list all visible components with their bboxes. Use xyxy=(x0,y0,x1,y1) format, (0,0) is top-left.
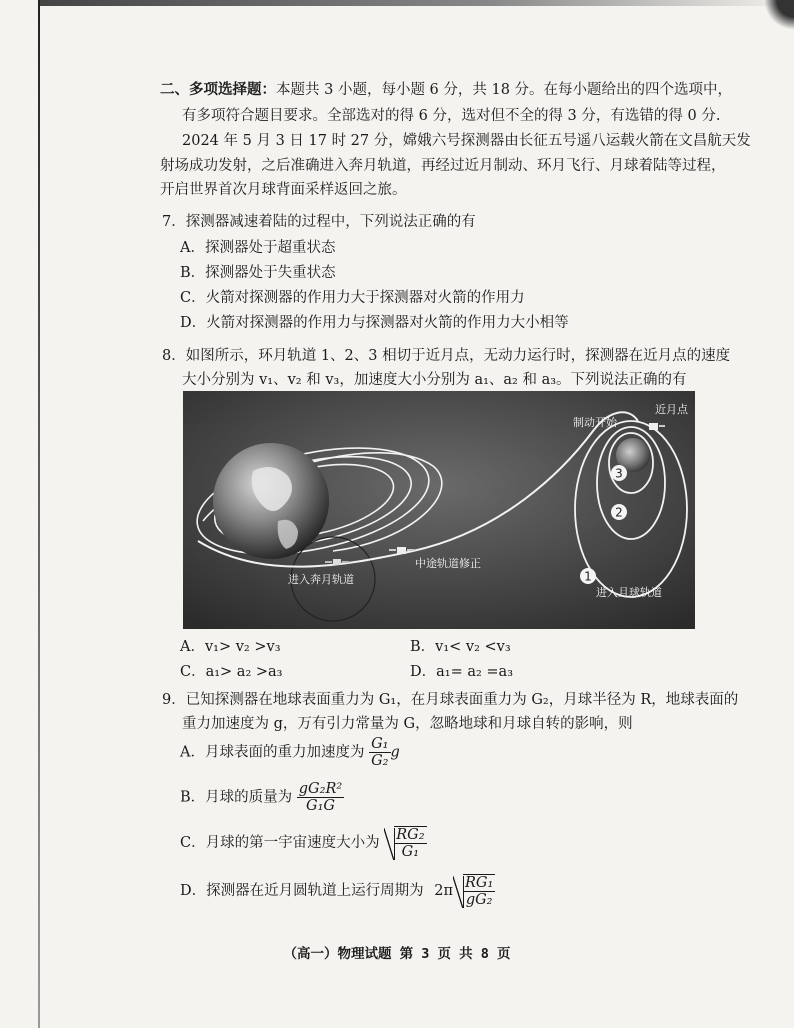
page-footer: （高一）物理试题 第 3 页 共 8 页 xyxy=(283,946,511,962)
q9-option-b-text: B．月球的质量为 xyxy=(180,789,293,806)
q9-option-c-text: C．月球的第一宇宙速度大小为 xyxy=(180,835,380,851)
q9-option-c-sqrt: $\frac{\text{RG₂}}{\text{G₁}}$ xyxy=(384,826,426,860)
orbit-2-badge xyxy=(611,504,627,520)
passage-line-1: 2024 年 5 月 3 日 17 时 27 分，嫦娥六号探测器由长征五号遥八运载火箭在文昌航天发 xyxy=(182,133,751,149)
section-intro-1: 本题共 3 小题，每小题 6 分，共 18 分。在每小题给出的四个选项中， xyxy=(276,82,733,98)
q8-option-c: C．a₁> a₂ >a₃ xyxy=(180,664,283,680)
q7-stem: 7．探测器减速着陆的过程中，下列说法正确的有 xyxy=(162,214,476,230)
svg-text:2: 2 xyxy=(615,505,623,520)
label-brake-start: 制动开始 xyxy=(573,416,617,429)
q9-option-a-fraction: $\frac{\text{G₁}}{\text{G₂}}$ xyxy=(371,736,389,769)
q8-option-d: D．a₁= a₂ =a₃ xyxy=(410,664,514,680)
q7-option-a: A．探测器处于超重状态 xyxy=(180,240,336,256)
orbit-diagram xyxy=(183,391,695,629)
q9-option-b-fraction: $\frac{\text{gG₂R²}}{\text{G₁G}}$ xyxy=(298,781,343,814)
lunar-orbit-figure xyxy=(183,391,695,629)
passage-line-2: 射场成功发射，之后准确进入奔月轨道，再经过近月制动、环月飞行、月球着陆等过程， xyxy=(160,158,726,174)
section-intro-2: 有多项符合题目要求。全部选对的得 6 分，选对但不全的得 3 分，有选错的得 0 分. xyxy=(182,108,721,124)
passage-line-3: 开启世界首次月球背面采样返回之旅。 xyxy=(160,182,407,198)
q8-stem-1: 8．如图所示，环月轨道 1、2、3 相切于近月点，无动力运行时，探测器在近月点的速度 xyxy=(162,348,731,364)
q8-option-a: A．v₁> v₂ >v₃ xyxy=(180,639,281,655)
q7-option-d: D．火箭对探测器的作用力与探测器对火箭的作用力大小相等 xyxy=(180,315,569,331)
q9-option-d-prefix: 2π xyxy=(434,883,453,899)
q9-option-c xyxy=(180,826,427,860)
q8-stem-2: 大小分别为 v₁、v₂ 和 v₃，加速度大小分别为 a₁、a₂ 和 a₃。下列说法正确的有 xyxy=(182,372,687,388)
q7-option-c: C．火箭对探测器的作用力大于探测器对火箭的作用力 xyxy=(180,290,525,306)
orbit-3-badge xyxy=(611,465,627,481)
section-heading: 二、多项选择题： xyxy=(160,81,276,98)
section-heading-line xyxy=(160,80,732,100)
q9-option-d xyxy=(180,874,495,908)
page-corner-shadow xyxy=(764,0,794,30)
page-edge-top xyxy=(40,0,794,6)
q9-option-d-text: D．探测器在近月圆轨道上运行周期为 xyxy=(180,883,424,899)
svg-text:3: 3 xyxy=(615,466,623,481)
page-edge xyxy=(38,0,40,1028)
svg-text:1: 1 xyxy=(584,569,592,584)
q8-option-b: B．v₁< v₂ <v₃ xyxy=(410,639,511,655)
label-midcourse: 中途轨道修正 xyxy=(415,557,481,570)
q9-stem-1: 9．已知探测器在地球表面重力为 G₁，在月球表面重力为 G₂，月球半径为 R，地球表面的 xyxy=(162,692,739,708)
q7-option-b: B．探测器处于失重状态 xyxy=(180,265,336,281)
label-enter-transfer: 进入奔月轨道 xyxy=(288,573,354,586)
label-enter-lunar-orbit: 进入月球轨道 xyxy=(596,586,662,599)
label-perilune: 近月点 xyxy=(655,403,688,416)
q9-option-a: A．月球表面的重力加速度为 $\frac{\text{G₁}}{\text{G₂}}$ g xyxy=(180,736,400,769)
q9-option-d-sqrt: $\frac{\text{RG₁}}{\text{gG₂}}$ xyxy=(453,874,495,908)
q9-option-a-text: A．月球表面的重力加速度为 xyxy=(180,744,365,761)
q9-option-b xyxy=(180,781,344,814)
q9-stem-2: 重力加速度为 g，万有引力常量为 G，忽略地球和月球自转的影响，则 xyxy=(182,716,633,732)
orbit-1-badge xyxy=(580,568,596,584)
